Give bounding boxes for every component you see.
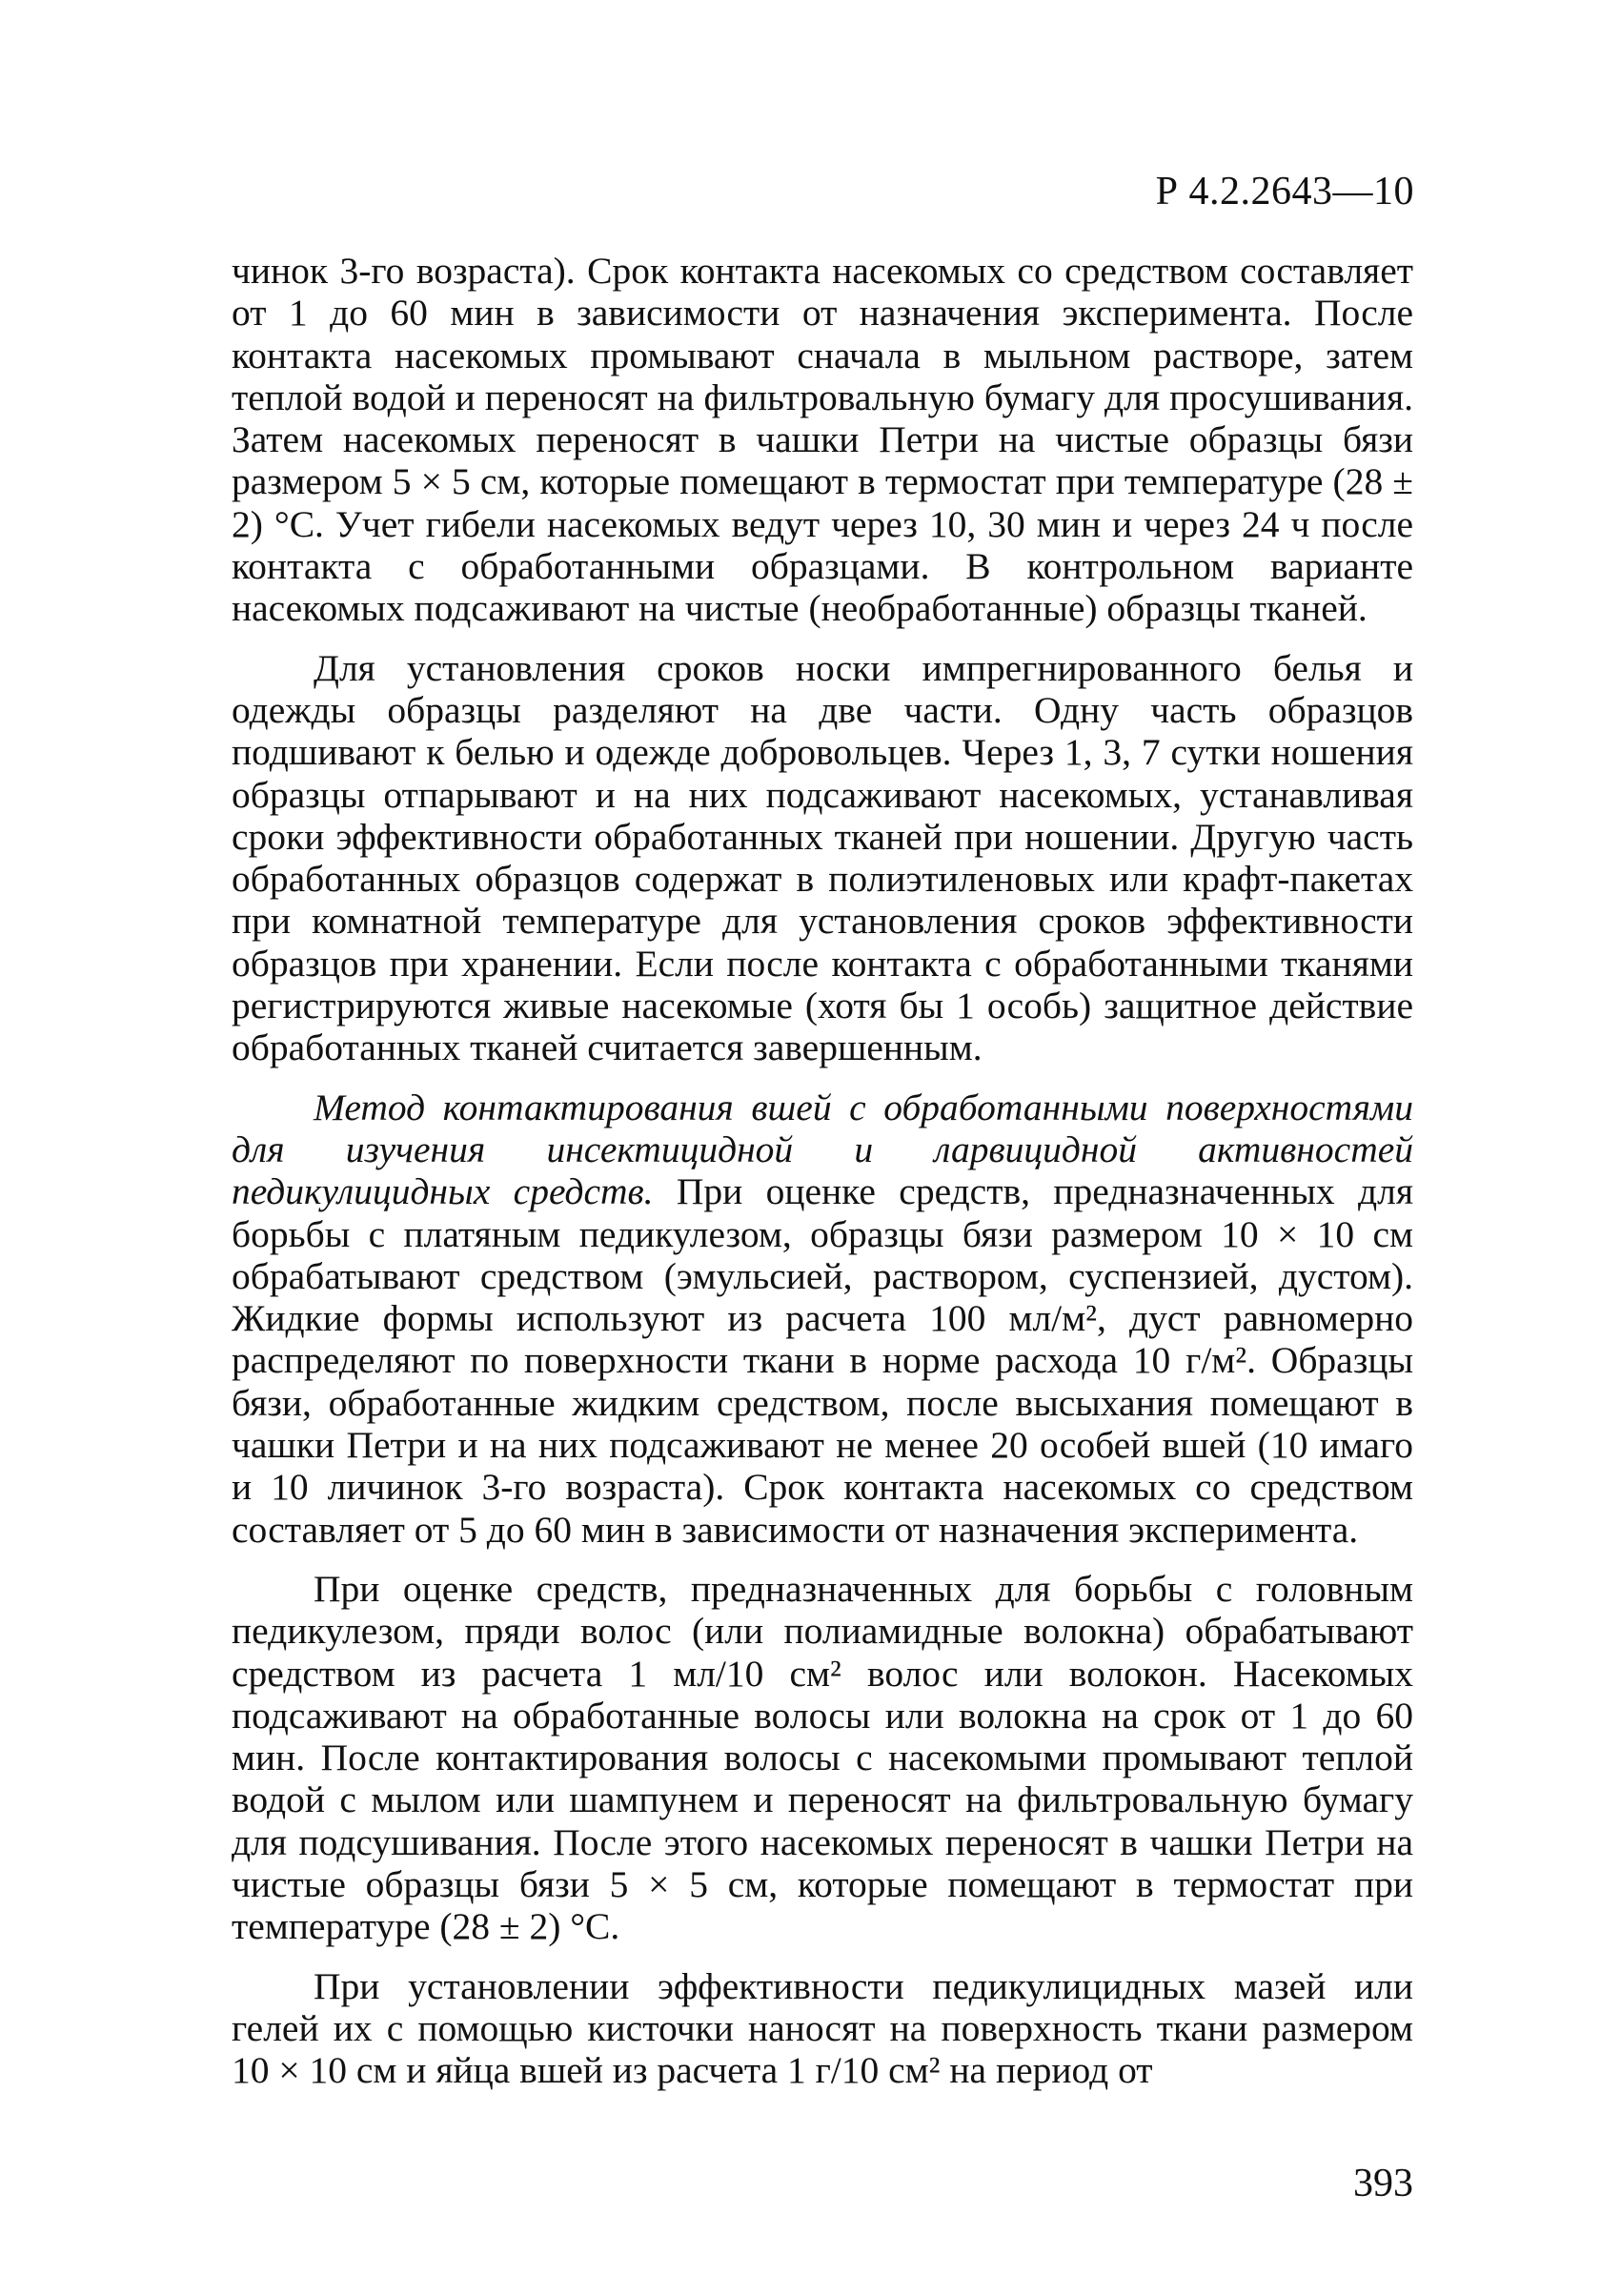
paragraph-3 bbox=[232, 1087, 1413, 1551]
paragraph-1: чинок 3-го возраста). Срок контакта насекомых со средством составляет от 1 до 60 мин в зависимости от назначения эксперимента. После контакта насекомых промывают сначала в мыльном растворе, затем теплой водой и переносят на фильтровальную бумагу для просушивания. Затем насекомых переносят в чашки Петри на чистые образцы бязи размером 5 × 5 см, которые помещают в термостат при температуре (28 ± 2) °С. Учет гибели насекомых ведут через 10, 30 мин и через 24 ч после контакта с обработанными образцами. В контрольном варианте насекомых подсаживают на чистые (необработанные) образцы тканей. bbox=[232, 250, 1413, 630]
paragraph-4: При оценке средств, предназначенных для борьбы с головным педикулезом, пряди волос (или полиамидные волокна) обрабатывают средством из расчета 1 мл/10 см² волос или волокон. Насекомых подсаживают на обработанные волосы или волокна на срок от 1 до 60 мин. После контактирования волосы с насекомыми промывают теплой водой с мылом или шампунем и переносят на фильтровальную бумагу для подсушивания. После этого насекомых переносят в чашки Петри на чистые образцы бязи 5 × 5 см, которые помещают в термостат при температуре (28 ± 2) °С. bbox=[232, 1567, 1413, 1948]
paragraph-5: При установлении эффективности педикулицидных мазей или гелей их с помощью кисточки наносят на поверхность ткани размером 10 × 10 см и яйца вшей из расчета 1 г/10 см² на период от bbox=[232, 1964, 1413, 2092]
document-code: Р 4.2.2643—10 bbox=[1155, 170, 1414, 213]
page-number: 393 bbox=[1353, 2162, 1413, 2205]
page-body bbox=[232, 250, 1413, 2108]
method-title: Метод контактирования вшей с обработанными поверхностями для изучения инсектицидной и ларвицидной активностей педикулицидных средств. bbox=[232, 1086, 1413, 1213]
paragraph-2: Для установления сроков носки импрегнированного белья и одежды образцы разделяют на две части. Одну часть образцов подшивают к белью и одежде добровольцев. Через 1, 3, 7 сутки ношения образцы отпарывают и на них подсаживают насекомых, устанавливая сроки эффективности обработанных тканей при ношении. Другую часть обработанных образцов содержат в полиэтиленовых или крафт-пакетах при комнатной температуре для установления сроков эффективности образцов при хранении. Если после контакта с обработанными тканями регистрируются живые насекомые (хотя бы 1 особь) защитное действие обработанных тканей считается завершенным. bbox=[232, 646, 1413, 1069]
paragraph-3-text: При оценке средств, предназначенных для борьбы с платяным педикулезом, образцы бязи размером 10 × 10 см обрабатывают средством (эмульсией, раствором, суспензией, дустом). Жидкие формы используют из расчета 100 мл/м², дуст равномерно распределяют по поверхности ткани в норме расхода 10 г/м². Образцы бязи, обработанные жидким средством, после высыхания помещают в чашки Петри и на них подсаживают не менее 20 особей вшей (10 имаго и 10 личинок 3-го возраста). Срок контакта насекомых со средством составляет от 5 до 60 мин в зависимости от назначения эксперимента. bbox=[232, 1170, 1413, 1551]
